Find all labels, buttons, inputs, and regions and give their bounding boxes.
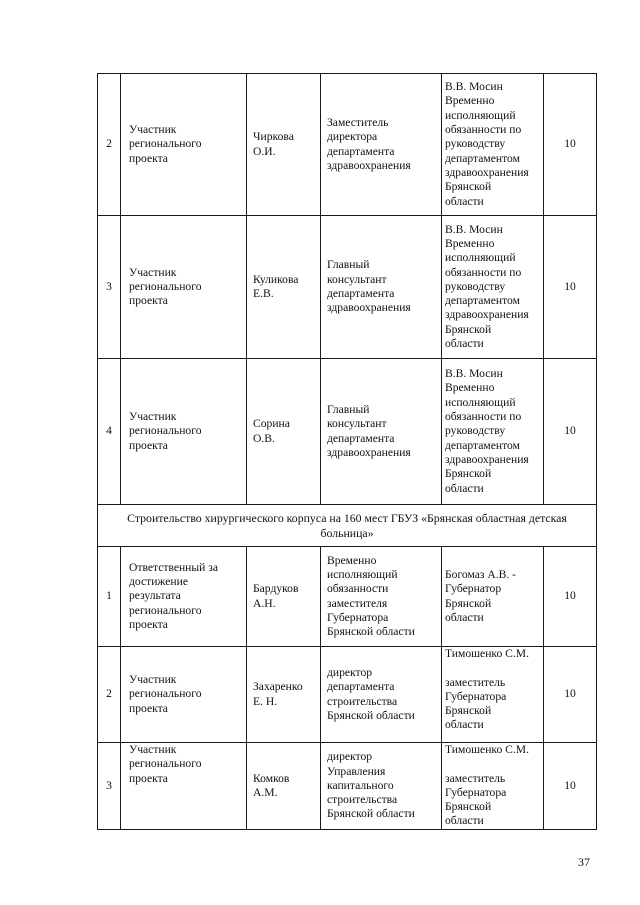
- name-cell: Комков А.М.: [247, 743, 321, 830]
- position-cell: Заместитель директора департамента здравоохранения: [321, 74, 442, 216]
- table-row: [98, 547, 597, 647]
- role-cell: Участник регионального проекта: [121, 743, 247, 830]
- table-row: [98, 743, 597, 830]
- score-cell: 10: [544, 547, 597, 647]
- position-cell: Главный консультант департамента здравоохранения: [321, 216, 442, 359]
- score-cell: 10: [544, 74, 597, 216]
- position-cell: Временно исполняющий обязанности заместителя Губернатора Брянской области: [321, 547, 442, 647]
- name-cell: Куликова Е.В.: [247, 216, 321, 359]
- supervisor-cell: Тимошенко С.М. заместитель Губернатора Брянской области: [442, 743, 544, 830]
- table-row: [98, 216, 597, 359]
- supervisor-cell: Богомаз А.В. - Губернатор Брянской области: [442, 547, 544, 647]
- row-number: 2: [98, 74, 121, 216]
- position-cell: директор Управления капитального строительства Брянской области: [321, 743, 442, 830]
- table-row: [98, 647, 597, 743]
- score-cell: 10: [544, 647, 597, 743]
- responsibility-table: [97, 73, 597, 830]
- supervisor-cell: Тимошенко С.М. заместитель Губернатора Брянской области: [442, 647, 544, 743]
- row-number: 1: [98, 547, 121, 647]
- score-cell: 10: [544, 359, 597, 505]
- score-cell: 10: [544, 743, 597, 830]
- role-cell: Участник регионального проекта: [121, 216, 247, 359]
- row-number: 2: [98, 647, 121, 743]
- role-cell: Участник регионального проекта: [121, 647, 247, 743]
- name-cell: Чиркова О.И.: [247, 74, 321, 216]
- position-cell: директор департамента строительства Брянской области: [321, 647, 442, 743]
- name-cell: Захаренко Е. Н.: [247, 647, 321, 743]
- role-cell: Ответственный за достижение результата регионального проекта: [121, 547, 247, 647]
- supervisor-cell: В.В. Мосин Временно исполняющий обязанности по руководству департаментом здравоохранения Брянской области: [442, 359, 544, 505]
- row-number: 3: [98, 743, 121, 830]
- row-number: 4: [98, 359, 121, 505]
- section-title: Строительство хирургического корпуса на 160 мест ГБУЗ «Брянская областная детская больница»: [98, 505, 597, 547]
- section-row: [98, 505, 597, 547]
- table-row: [98, 359, 597, 505]
- name-cell: Бардуков А.Н.: [247, 547, 321, 647]
- name-cell: Сорина О.В.: [247, 359, 321, 505]
- role-cell: Участник регионального проекта: [121, 74, 247, 216]
- supervisor-cell: В.В. Мосин Временно исполняющий обязанности по руководству департаментом здравоохранения Брянской области: [442, 216, 544, 359]
- supervisor-cell: В.В. Мосин Временно исполняющий обязанности по руководству департаментом здравоохранения Брянской области: [442, 74, 544, 216]
- row-number: 3: [98, 216, 121, 359]
- score-cell: 10: [544, 216, 597, 359]
- role-cell: Участник регионального проекта: [121, 359, 247, 505]
- page-number: 37: [578, 855, 590, 869]
- table-row: [98, 74, 597, 216]
- position-cell: Главный консультант департамента здравоохранения: [321, 359, 442, 505]
